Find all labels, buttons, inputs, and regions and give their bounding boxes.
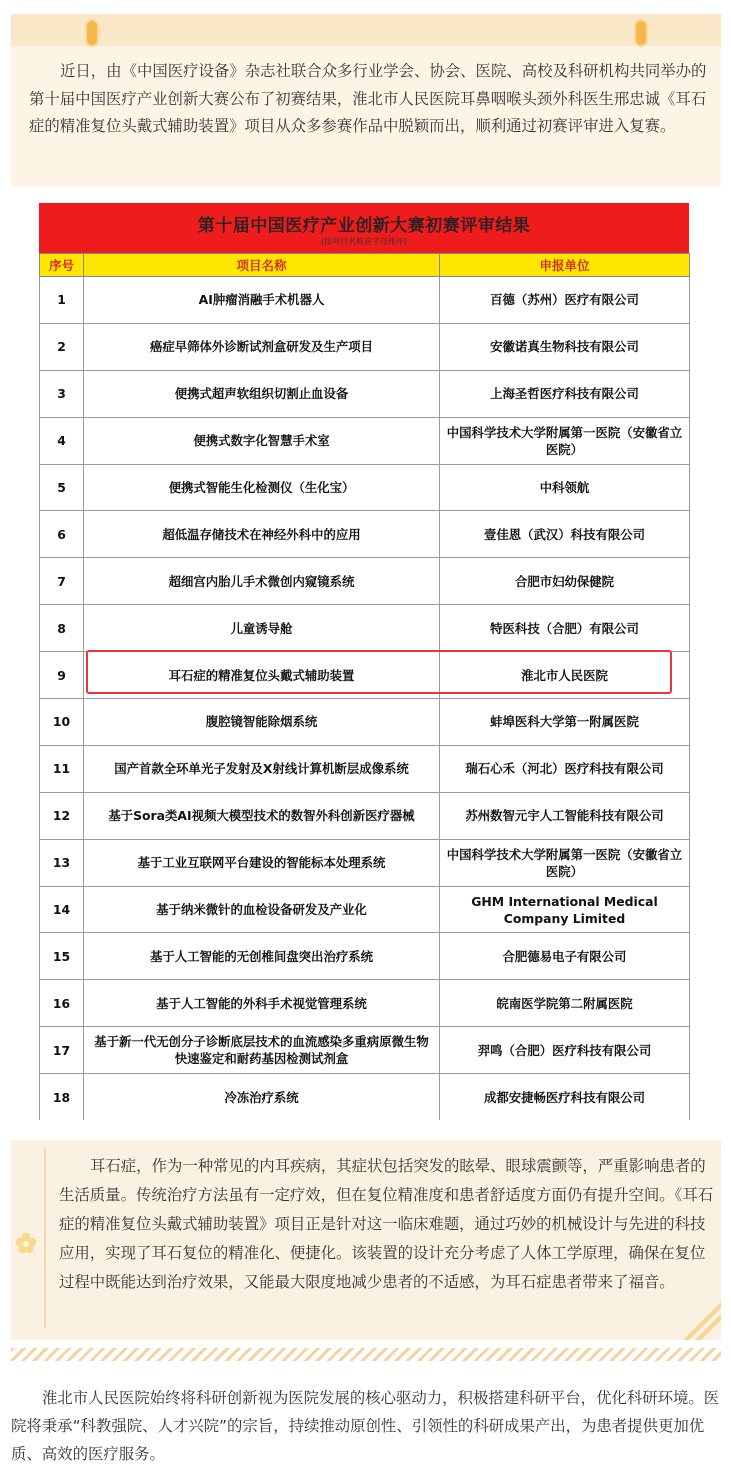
row-project-name: 腹腔镜智能除烟系统 <box>84 699 440 746</box>
table-row <box>40 370 690 417</box>
table-row <box>40 464 690 511</box>
table-row <box>40 933 690 980</box>
row-applicant: 淮北市人民医院 <box>440 652 690 699</box>
row-number: 12 <box>40 792 84 839</box>
description-card <box>11 1140 721 1340</box>
table-row <box>40 745 690 792</box>
row-project-name: 基于新一代无创分子诊断底层技术的血流感染多重病原微生物快速鉴定和耐药基因检测试剂盒 <box>84 1027 440 1074</box>
table-row <box>40 886 690 933</box>
row-number: 2 <box>40 323 84 370</box>
column-header-project-name: 项目名称 <box>84 254 440 277</box>
row-project-name: 基于Sora类AI视频大模型技术的数智外科创新医疗器械 <box>84 792 440 839</box>
row-project-name: 耳石症的精准复位头戴式辅助装置 <box>84 652 440 699</box>
row-project-name: 便携式数字化智慧手术室 <box>84 417 440 464</box>
table-header-row <box>40 254 690 277</box>
table-row <box>40 417 690 464</box>
row-number: 17 <box>40 1027 84 1074</box>
row-applicant: 中国科学技术大学附属第一医院（安徽省立医院） <box>440 839 690 886</box>
row-number: 18 <box>40 1074 84 1120</box>
row-project-name: 癌症早筛体外诊断试剂盒研发及生产项目 <box>84 323 440 370</box>
intro-card-band <box>11 14 721 46</box>
column-header-applicant: 申报单位 <box>440 254 690 277</box>
row-project-name: 超低温存储技术在神经外科中的应用 <box>84 511 440 558</box>
corner-stripe-icon <box>683 1302 721 1340</box>
table-row <box>40 839 690 886</box>
row-applicant: 瑞石心禾（河北）医疗科技有限公司 <box>440 745 690 792</box>
row-applicant: 安徽诺真生物科技有限公司 <box>440 323 690 370</box>
table-row <box>40 699 690 746</box>
row-applicant: 上海圣哲医疗科技有限公司 <box>440 370 690 417</box>
row-number: 14 <box>40 886 84 933</box>
column-header-number: 序号 <box>40 254 84 277</box>
table-row <box>40 792 690 839</box>
row-applicant: 中国科学技术大学附属第一医院（安徽省立医院） <box>440 417 690 464</box>
row-number: 15 <box>40 933 84 980</box>
intro-card <box>11 14 721 186</box>
row-applicant: 特医科技（合肥）有限公司 <box>440 605 690 652</box>
row-number: 13 <box>40 839 84 886</box>
intro-paragraph: 近日，由《中国医疗设备》杂志社联合众多行业学会、协会、医院、高校及科研机构共同举办的第十届中国医疗产业创新大赛公布了初赛结果，淮北市人民医院耳鼻咽喉头颈外科医生邢忠诚《耳石症的精准复位头戴式辅助装置》项目从众多参赛作品中脱颖而出，顺利通过初赛评审进入复赛。 <box>29 62 707 135</box>
table-row <box>40 980 690 1027</box>
closing-paragraph: 淮北市人民医院始终将科研创新视为医院发展的核心驱动力，积极搭建科研平台，优化科研环境。医院将秉承“科教强院、人才兴院”的宗旨，持续推动原创性、引领性的科研成果产出，为患者提供更加优质、高效的医疗服务。 <box>11 1389 720 1463</box>
results-title: 第十届中国医疗产业创新大赛初赛评审结果 <box>197 216 531 236</box>
row-number: 10 <box>40 699 84 746</box>
row-applicant: 中科领航 <box>440 464 690 511</box>
row-number: 16 <box>40 980 84 1027</box>
binder-pin-icon <box>634 19 648 47</box>
row-project-name: 基于人工智能的无创椎间盘突出治疗系统 <box>84 933 440 980</box>
row-applicant: GHM International Medical Company Limited <box>440 886 690 933</box>
table-row <box>40 605 690 652</box>
row-applicant: 成都安捷畅医疗科技有限公司 <box>440 1074 690 1120</box>
row-applicant: 合肥德易电子有限公司 <box>440 933 690 980</box>
highlight-box <box>86 650 672 694</box>
row-applicant: 蚌埠医科大学第一附属医院 <box>440 699 690 746</box>
row-number: 3 <box>40 370 84 417</box>
row-number: 1 <box>40 277 84 324</box>
results-table-body <box>40 277 690 1121</box>
table-row <box>40 323 690 370</box>
results-title-bar <box>39 203 689 253</box>
row-project-name: 便携式智能生化检测仪（生化宝） <box>84 464 440 511</box>
row-project-name: 超细宫内胎儿手术微创内窥镜系统 <box>84 558 440 605</box>
row-project-name: 基于工业互联网平台建设的智能标本处理系统 <box>84 839 440 886</box>
row-number: 5 <box>40 464 84 511</box>
row-number: 7 <box>40 558 84 605</box>
row-project-name: 基于纳米微针的血检设备研发及产业化 <box>84 886 440 933</box>
row-project-name: AI肿瘤消融手术机器人 <box>84 277 440 324</box>
row-number: 8 <box>40 605 84 652</box>
row-number: 4 <box>40 417 84 464</box>
quote-line <box>44 1148 46 1328</box>
row-project-name: 冷冻治疗系统 <box>84 1074 440 1120</box>
table-row <box>40 558 690 605</box>
row-project-name: 国产首款全环单光子发射及X射线计算机断层成像系统 <box>84 745 440 792</box>
table-row <box>40 1074 690 1120</box>
table-row <box>40 1027 690 1074</box>
row-number: 11 <box>40 745 84 792</box>
table-row <box>40 511 690 558</box>
row-number: 9 <box>40 652 84 699</box>
table-row <box>40 277 690 324</box>
results-subtitle: (按项目名称首字母排序) <box>320 237 408 246</box>
flower-icon <box>15 1232 37 1254</box>
row-project-name: 儿童诱导舱 <box>84 605 440 652</box>
row-applicant: 苏州数智元宇人工智能科技有限公司 <box>440 792 690 839</box>
row-project-name: 便携式超声软组织切割止血设备 <box>84 370 440 417</box>
binder-pin-icon <box>85 19 99 47</box>
row-applicant: 皖南医学院第二附属医院 <box>440 980 690 1027</box>
results-table-image <box>39 203 689 1121</box>
row-applicant: 羿鸣（合肥）医疗科技有限公司 <box>440 1027 690 1074</box>
row-applicant: 合肥市妇幼保健院 <box>440 558 690 605</box>
description-paragraph: 耳石症，作为一种常见的内耳疾病，其症状包括突发的眩晕、眼球震颤等，严重影响患者的生活质量。传统治疗方法虽有一定疗效，但在复位精准度和患者舒适度方面仍有提升空间。《耳石症的精准复位头戴式辅助装置》项目正是针对这一临床难题，通过巧妙的机械设计与先进的科技应用，实现了耳石复位的精准化、便捷化。该装置的设计充分考虑了人体工学原理，确保在复位过程中既能达到治疗效果，又能最大限度地减少患者的不适感，为耳石症患者带来了福音。 <box>59 1157 714 1291</box>
dashed-divider <box>11 1348 721 1361</box>
row-applicant: 百德（苏州）医疗有限公司 <box>440 277 690 324</box>
row-project-name: 基于人工智能的外科手术视觉管理系统 <box>84 980 440 1027</box>
row-number: 6 <box>40 511 84 558</box>
row-applicant: 壹佳恩（武汉）科技有限公司 <box>440 511 690 558</box>
